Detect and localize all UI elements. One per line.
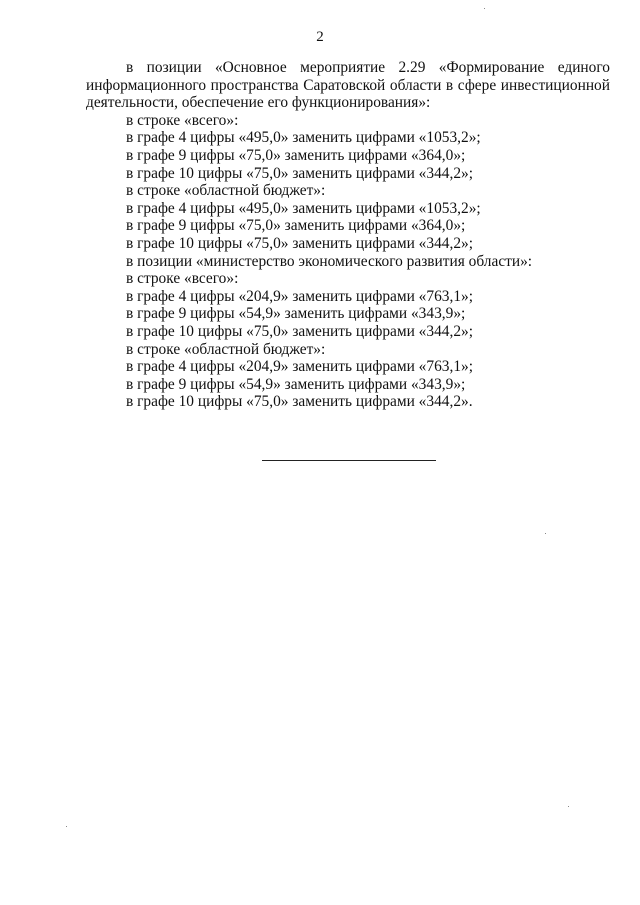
scan-speck — [545, 533, 546, 534]
line-grafa-4-1: в графе 4 цифры «495,0» заменить цифрами «1053,2»; — [126, 129, 481, 147]
line-poziciya-ministerstvo: в позиции «министерство экономического развития области»: — [126, 252, 533, 270]
scan-speck — [66, 826, 67, 827]
end-divider-line — [262, 460, 436, 461]
line-grafa-4-4: в графе 4 цифры «204,9» заменить цифрами «763,1»; — [126, 358, 473, 376]
line-grafa-9-2: в графе 9 цифры «75,0» заменить цифрами «364,0»; — [126, 217, 466, 235]
line-stroka-oblastnoy-2: в строке «областной бюджет»: — [126, 340, 326, 358]
line-grafa-9-3: в графе 9 цифры «54,9» заменить цифрами «343,9»; — [126, 305, 466, 323]
scan-speck — [568, 806, 569, 807]
line-grafa-4-3: в графе 4 цифры «204,9» заменить цифрами «763,1»; — [126, 287, 473, 305]
line-grafa-9-1: в графе 9 цифры «75,0» заменить цифрами «364,0»; — [126, 146, 466, 164]
line-grafa-10-2: в графе 10 цифры «75,0» заменить цифрами «344,2»; — [126, 234, 473, 252]
intro-paragraph: в позиции «Основное мероприятие 2.29 «Формирование единого информационного пространства Саратовской области в сфере инвестиционной деятельности, обеспечение его функционирования»: — [86, 59, 610, 112]
line-strokа-vsego-1: в строке «всего»: — [126, 111, 239, 129]
line-grafa-10-3: в графе 10 цифры «75,0» заменить цифрами «344,2»; — [126, 322, 473, 340]
line-stroka-oblastnoy-1: в строке «областной бюджет»: — [126, 182, 326, 200]
line-grafa-10-1: в графе 10 цифры «75,0» заменить цифрами «344,2»; — [126, 164, 473, 182]
line-stroka-vsego-2: в строке «всего»: — [126, 270, 239, 288]
line-grafa-9-4: в графе 9 цифры «54,9» заменить цифрами «343,9»; — [126, 375, 466, 393]
page-number: 2 — [316, 29, 324, 45]
scan-speck — [484, 8, 485, 9]
line-grafa-4-2: в графе 4 цифры «495,0» заменить цифрами «1053,2»; — [126, 199, 481, 217]
document-body — [86, 59, 610, 411]
line-grafa-10-4: в графе 10 цифры «75,0» заменить цифрами «344,2». — [126, 393, 473, 411]
